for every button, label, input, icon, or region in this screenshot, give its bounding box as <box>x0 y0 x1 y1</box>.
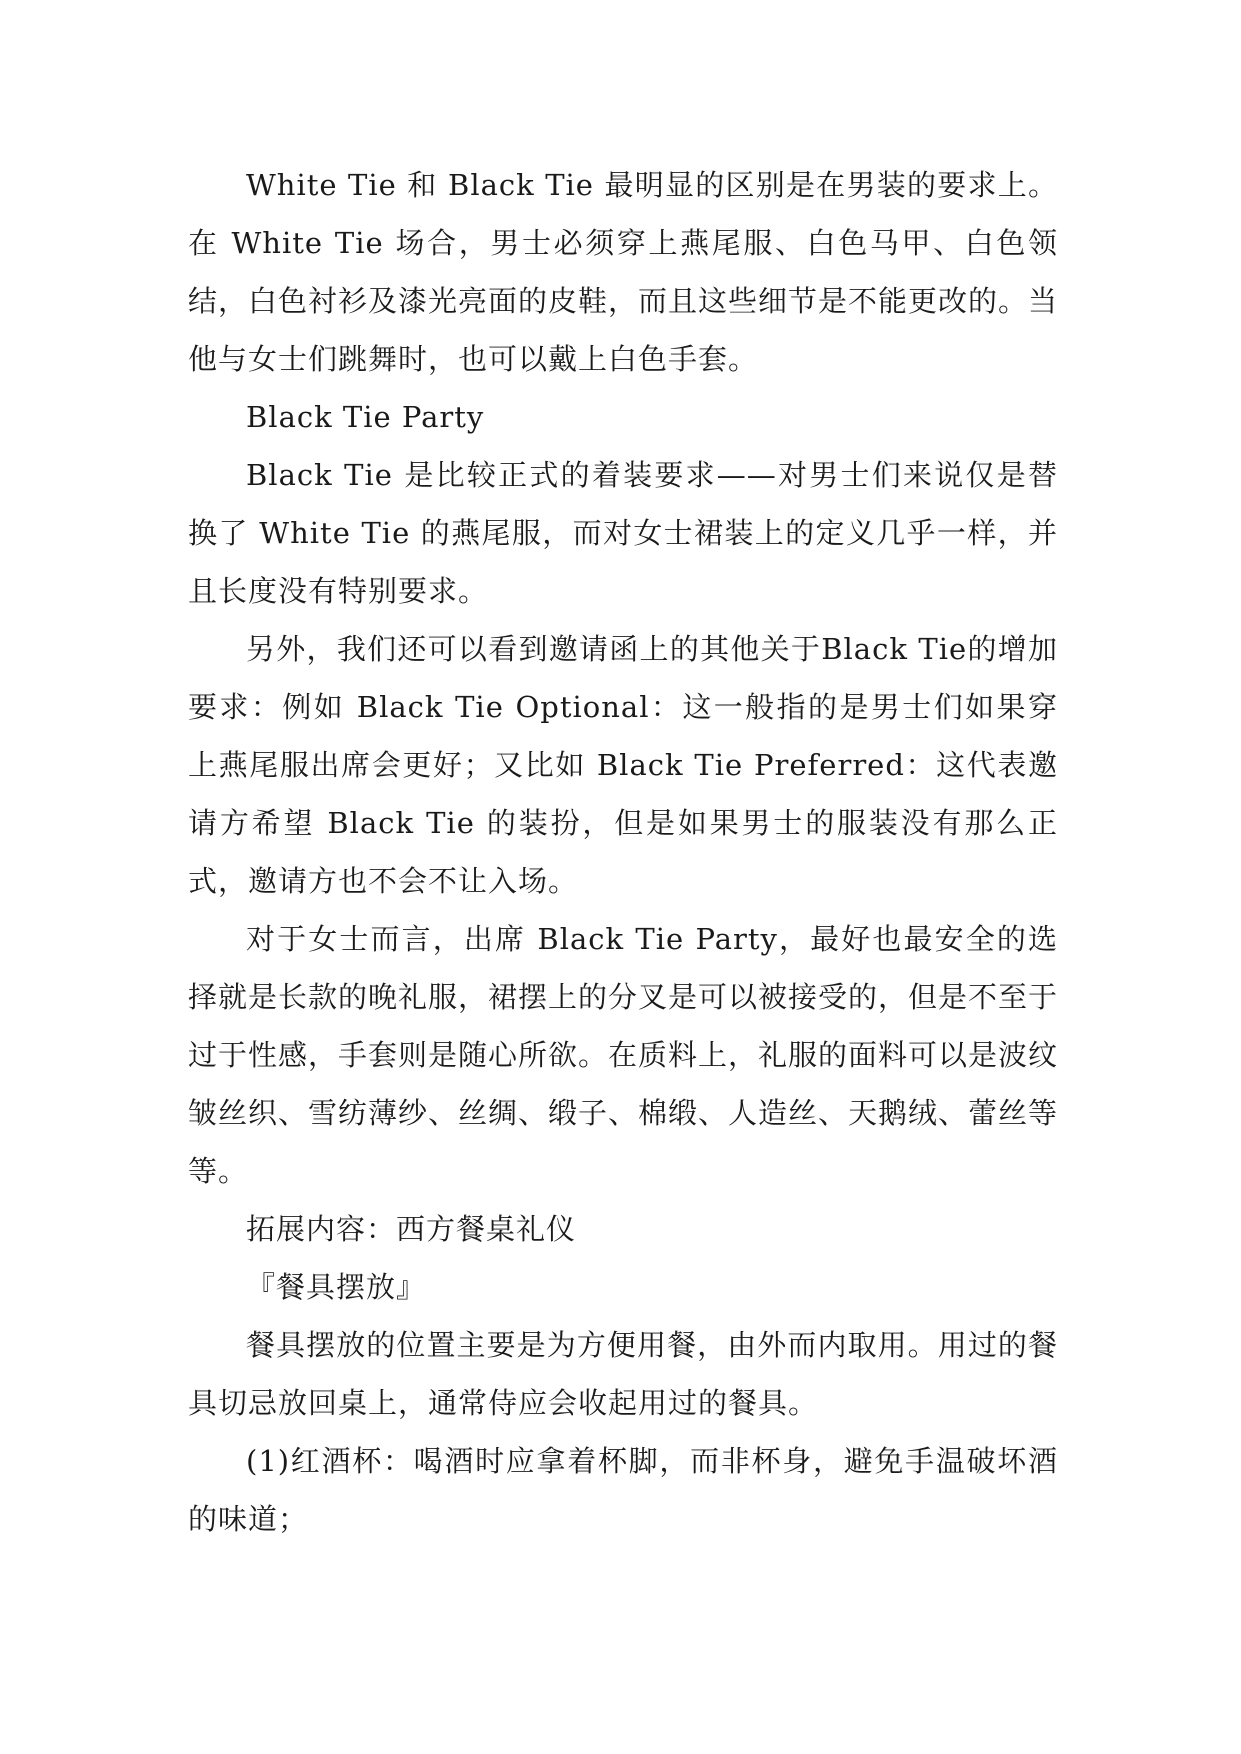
paragraph-black-tie-definition: Black Tie 是比较正式的着装要求——对男士们来说仅是替换了 White Tie 的燕尾服，而对女士裙装上的定义几乎一样，并且长度没有特别要求。 <box>188 458 1058 608</box>
body-text <box>188 156 1058 1548</box>
paragraph-white-tie-vs-black-tie: White Tie 和 Black Tie 最明显的区别是在男装的要求上。在 White Tie 场合，男士必须穿上燕尾服、白色马甲、白色领结，白色衬衫及漆光亮面的皮鞋，而且这些细节是不能更改的。当他与女士们跳舞时，也可以戴上白色手套。 <box>188 168 1059 376</box>
heading-tableware-placement: 『餐具摆放』 <box>246 1270 427 1304</box>
paragraph-red-wine-glass: (1)红酒杯：喝酒时应拿着杯脚，而非杯身，避免手温破坏酒的味道； <box>188 1444 1058 1536</box>
paragraph-women-dress: 对于女士而言，出席 Black Tie Party，最好也最安全的选择就是长款的晚礼服，裙摆上的分叉是可以被接受的，但是不至于过于性感，手套则是随心所欲。在质料上，礼服的面料可以是波纹皱丝织、雪纺薄纱、丝绸、缎子、棉缎、人造丝、天鹅绒、蕾丝等等。 <box>188 922 1059 1188</box>
paragraph-tableware-placement: 餐具摆放的位置主要是为方便用餐，由外而内取用。用过的餐具切忌放回桌上，通常侍应会收起用过的餐具。 <box>188 1328 1058 1420</box>
heading-black-tie-party: Black Tie Party <box>246 400 485 434</box>
heading-extended-content: 拓展内容：西方餐桌礼仪 <box>246 1212 577 1246</box>
paragraph-black-tie-optional: 另外，我们还可以看到邀请函上的其他关于Black Tie的增加要求：例如 Black Tie Optional：这一般指的是男士们如果穿上燕尾服出席会更好；又比如 Black Tie Preferred：这代表邀请方希望 Black Tie 的装扮，但是如果男士的服装没有那么正式，邀请方也不会不让入场。 <box>188 632 1058 898</box>
